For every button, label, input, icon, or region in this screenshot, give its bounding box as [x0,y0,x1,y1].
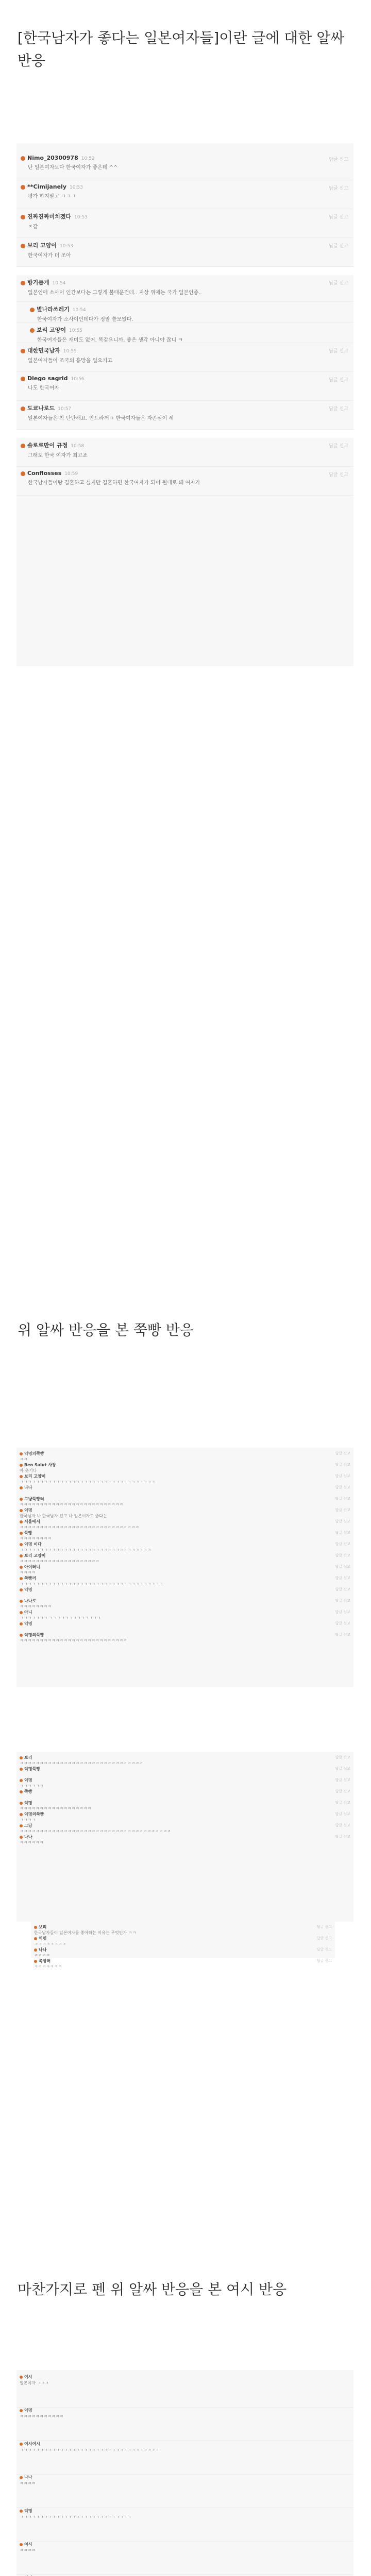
avatar-icon [20,2543,23,2546]
reaction-text: ㅋㅋㅋㅋㅋㅋㅋㅋㅋㅋㅋ [20,2414,64,2419]
comment-author[interactable]: 도쿄나로드 [27,405,55,412]
reaction-author[interactable]: 쭉빵러 [39,1959,51,1963]
reaction-text: ㅋㅋㅋㅋ [34,1953,50,1958]
reaction-head [20,1621,353,1626]
avatar-icon [20,1779,23,1782]
reaction-head [20,1777,353,1783]
avatar-icon [34,1937,37,1940]
reaction-text: ㅋㅋㅋㅋㅋㅋㅋㅋㅋㅋㅋㅋㅋㅋㅋㅋㅋㅋㅋㅋ [20,1559,99,1564]
avatar-icon [20,1588,23,1591]
comment-author[interactable]: 진짜진짜미치겠다 [27,213,72,220]
reaction-head [20,1811,353,1817]
reply-report-links[interactable]: 답글 신고 [335,1508,350,1512]
avatar-icon [20,1824,23,1827]
reaction-head [20,1496,353,1502]
comment-body: 한국남자들이랑 결혼하고 싶지만 결혼하면 한국여자가 되어 될대로 돼 여자가 [28,480,200,486]
screenshot-reactions-2a [16,1448,353,1687]
reaction-line [16,1553,353,1564]
comment-item [16,275,353,302]
reply-report-links[interactable]: 답글 신고 [335,1474,350,1478]
reaction-author[interactable]: 익명 [24,2509,32,2513]
reply-report-links[interactable]: 답글 신고 [329,281,348,286]
reaction-text: 한국남자들이 일본여자를 좋아하는 이유는 무엇인가 ㅋㅋ [34,1930,137,1935]
reply-report-links[interactable]: 답글 신고 [335,1755,350,1759]
reaction-author[interactable]: 나나 [24,2475,32,2480]
comment-item [16,209,353,238]
reply-report-links[interactable]: 답글 신고 [335,1451,350,1455]
avatar-icon [20,2510,23,2513]
reaction-text: ㅋㅋㅋㅋㅋㅋㅋㅋㅋㅋㅋㅋㅋㅋㅋㅋㅋㅋㅋㅋㅋㅋㅋㅋㅋㅋ [20,1502,123,1507]
comment-body: 일본인에 소사이 인간보다는 그렇게 불태운건데.. 지상 위에는 국가 일본인종.. [28,290,202,296]
reply-report-links[interactable]: 답글 신고 [329,406,348,412]
comment-author[interactable]: 보리 고양이 [37,327,66,333]
reply-report-links[interactable]: 답글 신고 [335,1599,350,1603]
comment-author[interactable]: Conflosses [27,470,62,477]
reaction-author[interactable]: 그냥 [24,1823,32,1828]
reaction-author[interactable]: 쭉빵 [24,1789,32,1794]
reaction-text: ㅋㅋㅋㅋㅋㅋ [20,1840,44,1845]
avatar-icon [20,2376,23,2379]
reaction-line [16,1541,353,1553]
avatar-icon [21,444,25,448]
reaction-text: ㅋㅋㅋㅋ [20,2548,36,2553]
reaction-author[interactable]: 그냥쭉빵러 [24,1497,44,1501]
reaction-line [16,2541,353,2575]
reaction-head [20,1530,353,1536]
avatar-icon [21,185,25,190]
reply-report-links[interactable]: 답글 신고 [316,1959,332,1963]
comment-time: 10:53 [70,185,83,190]
avatar-icon [21,471,25,476]
avatar-icon [20,1611,23,1614]
reply-report-links[interactable]: 답글 신고 [329,186,348,191]
reaction-line [31,1947,335,1958]
comment-author[interactable]: **Cimijanely [27,183,67,190]
reaction-author[interactable]: 쭉빵러 [24,1576,37,1581]
reply-report-links[interactable]: 답글 신고 [329,349,348,354]
reaction-line [16,1530,353,1541]
avatar-icon [30,308,35,312]
reply-report-links[interactable]: 답글 신고 [335,1485,350,1489]
reaction-head [20,1519,353,1524]
comment-author[interactable]: 별나라쓰레기 [37,306,70,313]
reaction-head [20,1462,353,1468]
reaction-line [31,1924,335,1936]
reaction-line [16,1789,353,1800]
reply-report-links[interactable]: 답글 신고 [335,1497,350,1501]
reaction-author[interactable]: 보리 고양이 [24,1474,46,1479]
reaction-text: ㅋㅋㅋㅋ [20,2481,36,2486]
reaction-author[interactable]: 익명의쭉빵 [24,1633,44,1637]
comment-body: 일본여자들이 조국의 흥망을 일으키고 [28,358,113,364]
reaction-text: ㅋㅋㅋㅋㅋㅋㅋㅋㅋㅋㅋㅋㅋㅋㅋㅋㅋㅋㅋㅋㅋㅋㅋㅋㅋㅋㅋㅋㅋㅋㅋ [20,1761,143,1766]
reaction-line [16,2408,353,2441]
reply-report-links[interactable]: 답글 신고 [335,1812,350,1816]
reaction-head [20,1564,353,1570]
reaction-text: ㅋㅋㅋㅋㅋㅋㅋㅋㅋㅋㅋㅋㅋㅋㅋㅋㅋㅋㅋㅋㅋㅋㅋㅋㅋㅋㅋㅋㅋㅋㅋㅋㅋㅋㅋㅋㅋㅋ [20,1829,171,1834]
reply-report-links[interactable]: 답글 신고 [335,1587,350,1591]
reaction-head [20,2541,353,2548]
reaction-line [16,1507,353,1519]
reply-report-links[interactable]: 답글 신고 [335,1835,350,1839]
comment-time: 10:54 [52,281,66,286]
reply-report-links[interactable]: 답글 신고 [335,1463,350,1467]
comment-item [16,238,353,267]
comment-item [16,302,353,323]
reaction-text: ㅋㅋㅋㅋㅋㅋㅋㅋ [20,1536,52,1541]
screenshot-comments-1 [16,143,353,666]
comment-list [16,143,353,496]
reaction-author[interactable]: 여시여시 [24,2442,40,2446]
reaction-list [16,1448,353,1643]
avatar-icon [20,1790,23,1793]
reaction-author[interactable]: 익명의쭉빵 [24,1451,44,1456]
reaction-head [20,1609,353,1615]
avatar-icon [20,2443,23,2446]
reaction-author[interactable]: 나나 [24,1485,32,1490]
avatar-icon [20,1498,23,1501]
comment-item [16,401,353,430]
reaction-line [16,1519,353,1530]
reaction-head [20,1766,353,1772]
reaction-author[interactable]: 익명 [24,1508,32,1513]
reaction-line [16,1834,353,1845]
reply-report-links[interactable]: 답글 신고 [335,1565,350,1569]
avatar-icon [20,1634,23,1637]
reply-report-links[interactable]: 답글 신고 [335,1576,350,1580]
reply-report-links[interactable]: 답글 신고 [335,1801,350,1805]
reaction-author[interactable]: 익명 이다 [24,1542,42,1547]
reaction-line [16,1564,353,1575]
reaction-author[interactable]: 익명 [24,1801,32,1805]
screenshot-reactions-3a [16,2370,353,2576]
comment-time: 10:53 [74,215,88,220]
reply-report-links[interactable]: 답글 신고 [316,1947,332,1952]
reaction-author[interactable]: 나나 [39,1947,47,1952]
reaction-author[interactable]: 익명 [24,1621,32,1626]
comment-time: 10:54 [72,308,86,313]
reaction-line [16,1496,353,1507]
reaction-text: ㅋㅋㅋㅋㅋㅋㅋㅋㅋㅋㅋㅋㅋㅋㅋㅋㅋㅋㅋㅋㅋㅋㅋㅋㅋㅋㅋ [20,1638,127,1643]
comment-body: 그래도 한국 여자가 최고죠 [28,453,88,459]
reaction-head [20,1823,353,1828]
reply-report-links[interactable]: 답글 신고 [335,1519,350,1523]
reply-report-links[interactable]: 답글 신고 [329,378,348,383]
reaction-text: ㅋㅋㅋㅋㅋㅋㅋㅋㅋㅋㅋㅋㅋㅋㅋㅋㅋㅋㅋㅋㅋㅋㅋㅋㅋㅋㅋㅋㅋㅋ [20,1525,139,1530]
reaction-text: ㅋㅋㅋㅋㅋㅋㅋㅋㅋㅋㅋㅋㅋㅋㅋㅋㅋㅋㅋㅋㅋㅋㅋㅋㅋㅋㅋㅋㅋㅋㅋㅋㅋ [20,1548,151,1552]
comment-item [16,467,353,496]
avatar-icon [21,215,25,219]
comment-body: 한국여자들은 재미도 없어. 똑같으니까, 좋은 생각 아니야 잖니 ㅋ [37,337,183,343]
avatar-icon [20,1836,23,1839]
avatar-icon [20,1509,23,1512]
reaction-author[interactable]: 보리 [39,1925,47,1929]
comment-author[interactable]: 대한민국남자 [27,347,60,354]
reply-report-links[interactable]: 답글 신고 [329,157,348,162]
spacer [16,267,353,275]
avatar-icon [20,1756,23,1759]
avatar-icon [21,156,25,161]
reaction-head [20,1507,353,1513]
comment-author[interactable]: Nimo_20300978 [27,155,78,161]
reaction-author[interactable]: 아니 [24,1610,32,1615]
reply-report-links[interactable]: 답글 신고 [329,215,348,220]
reaction-line [16,1575,353,1587]
comment-time: 10:53 [59,244,73,249]
avatar-icon [20,1486,23,1489]
reply-report-links[interactable]: 답글 신고 [335,1789,350,1793]
avatar-icon [20,1802,23,1805]
screenshot-reactions-2c [31,1922,335,1969]
avatar-icon [20,1543,23,1546]
reaction-author[interactable]: 익명 [24,2408,32,2413]
reaction-author[interactable]: 보리 [24,1755,32,1760]
reaction-text: ㅋㅋ [20,1457,28,1462]
reaction-head [20,1587,353,1592]
reaction-head [34,1924,335,1930]
reaction-head [34,1936,335,1941]
reaction-line [16,1777,353,1789]
comment-body: 한국여자가 더 조아 [28,253,71,259]
avatar-icon [20,1600,23,1603]
reaction-author[interactable]: 익명 [39,1936,47,1941]
reaction-head [20,2441,353,2447]
reaction-head [20,2408,353,2414]
comment-author[interactable]: 향기롭게 [27,279,49,286]
reaction-line [16,1811,353,1823]
reaction-text: ㅋㅋㅋㅋㅋㅋㅋㅋ [34,1942,66,1946]
comment-time: 10:58 [71,444,85,449]
reaction-author[interactable]: 나나로 [24,1599,37,1603]
avatar-icon [20,1813,23,1816]
avatar-icon [34,1926,37,1929]
screenshot-reactions-2b [16,1752,353,1922]
comment-time: 10:59 [64,471,78,477]
reaction-line [16,2475,353,2508]
avatar-icon [30,328,35,333]
reaction-line [16,2508,353,2541]
reaction-author[interactable]: 익명의쭉빵 [24,1812,44,1817]
comment-item [16,180,353,209]
reaction-text: ㅋㅋㅋㅋ [20,1570,36,1575]
comment-body: 한국여자가 소사이인데다가 정말 쓸모없다. [37,317,133,323]
reaction-line [16,1823,353,1834]
reply-report-links[interactable]: 답글 신고 [335,1621,350,1625]
comment-time: 10:55 [63,349,77,354]
reaction-head [20,1553,353,1558]
comment-author[interactable]: Diego sagrid [27,375,68,382]
avatar-icon [20,1622,23,1625]
reaction-author[interactable]: 아이러니 [24,1565,40,1569]
avatar-icon [20,1464,23,1467]
reaction-head [34,1947,335,1953]
reaction-head [20,2475,353,2481]
avatar-icon [21,281,25,285]
reaction-text: ㅋㅋㅋㅋㅋㅋㅋㅋㅋㅋㅋㅋㅋㅋㅋㅋㅋㅋㅋㅋㅋㅋㅋㅋㅋㅋㅋㅋㅋㅋㅋㅋㅋㅋㅋㅋ [20,1582,163,1586]
reaction-text: 일본여자 ㅋㅋㅋ [20,2381,49,2385]
avatar-icon [34,1960,37,1963]
reaction-author[interactable]: 익명쭉빵 [24,1767,40,1771]
avatar-icon [34,1948,37,1952]
reaction-head [20,1473,353,1479]
reaction-head [20,1632,353,1638]
avatar-icon [21,349,25,353]
reaction-author[interactable]: 여시 [24,2375,32,2379]
reaction-text: ㅋㅋㅋㅋㅋㅋㅋㅋㅋㅋㅋㅋㅋㅋㅋㅋㅋㅋㅋㅋㅋㅋㅋㅋㅋㅋㅋㅋㅋㅋㅋㅋㅋㅋㅋ [20,2448,159,2452]
comment-item [16,438,353,467]
reaction-head [34,1958,335,1964]
reaction-head [20,1598,353,1604]
reaction-line [16,1755,353,1766]
reaction-list [31,1922,335,1970]
comment-body: 난 일본여자보다 한국여자가 좋은데 ^^ [28,165,118,171]
reaction-line [16,1587,353,1598]
reply-report-links[interactable]: 답글 신고 [335,1542,350,1546]
reaction-line [16,2441,353,2475]
reaction-head [20,1789,353,1794]
reaction-head [20,1800,353,1806]
comment-item [16,323,353,343]
reaction-author[interactable]: 서울에서 [24,1519,40,1524]
reaction-text: ㅋㅋㅋㅋ [20,1818,36,1822]
reaction-head [20,1541,353,1547]
reply-report-links[interactable]: 답글 신고 [316,1925,332,1929]
reaction-head [20,1485,353,1490]
avatar-icon [20,1475,23,1478]
reaction-line [16,1609,353,1621]
avatar-icon [21,406,25,411]
reaction-line [16,1598,353,1609]
reply-report-links[interactable]: 답글 신고 [335,1553,350,1557]
reaction-text: 아 웃기다 [20,1468,37,1473]
reply-report-links[interactable]: 답글 신고 [335,1531,350,1535]
reaction-text: ㅋㅋㅋㅋㅋㅋㅋㅋㅋㅋㅋㅋㅋㅋㅋㅋㅋㅋㅋㅋㅋㅋㅋㅋㅋㅋㅋㅋ [20,2515,131,2519]
comment-author[interactable]: 보리 고양이 [27,242,57,249]
reaction-head [20,1834,353,1840]
reaction-author[interactable]: 보리 고양이 [24,1553,46,1558]
reaction-line [16,1766,353,1777]
avatar-icon [20,1577,23,1580]
reply-report-links[interactable]: 답글 신고 [329,444,348,449]
comment-time: 10:52 [81,156,95,161]
avatar-icon [20,2476,23,2479]
reaction-author[interactable]: Ben Salut 사장 [24,1463,56,1467]
reply-report-links[interactable]: 답글 신고 [329,472,348,478]
avatar-icon [20,1452,23,1455]
reaction-line [16,1473,353,1485]
reaction-text: ㅋㅋㅋㅋㅋㅋㅋㅋㅋㅋㅋㅋㅋㅋㅋㅋㅋㅋㅋㅋㅋㅋㅋㅋㅋㅋㅋㅋㅋㅋㅋㅋㅋㅋ [20,1480,155,1484]
reaction-text: ㅋㅋㅋㅋㅋㅋㅋㅋ [20,1604,52,1609]
reply-report-links[interactable]: 답글 신고 [335,1633,350,1637]
reaction-text: ㅋㅋㅋㅋㅋㅋㅋ [34,1964,62,1969]
reaction-author[interactable]: 쭉빵 [24,1531,32,1535]
reply-report-links[interactable]: 답글 신고 [316,1936,332,1940]
reply-report-links[interactable]: 답글 신고 [329,244,348,249]
comment-body: ㅈ같 [28,224,38,230]
avatar-icon [20,2409,23,2412]
section-title-1: [한국남자가 좋다는 일본여자들]이란 글에 대한 알싸 반응 [18,29,345,69]
comment-author[interactable]: 솔로로만이 규정 [27,442,68,449]
reaction-line [16,1485,353,1496]
reaction-text: ㅋㅋㅋㅋㅋㅋㅋ ㅋㅋㅋㅋㅋㅋㅋㅋㅋㅋㅋㅋㅋ [20,1616,101,1620]
reaction-line [31,1958,335,1970]
reaction-list [16,1752,353,1845]
avatar-icon [21,377,25,381]
reaction-author[interactable]: 나나 [24,1835,32,1839]
reaction-head [20,1575,353,1581]
reaction-head [20,2508,353,2514]
reply-report-links[interactable]: 답글 신고 [335,1610,350,1614]
reaction-text: ㅋㅋㅋㅋㅋㅋㅋㅋㅋㅋㅋㅋㅋㅋㅋㅋㅋㅋ [20,1806,92,1811]
comment-body: 일본여자들은 착 단단해요. 안드라꺼ㅋ 한국여자들은 자존심이 세 [28,416,174,421]
reaction-line [16,1621,353,1632]
avatar-icon [20,1520,23,1523]
avatar-icon [20,1768,23,1771]
avatar-icon [20,1554,23,1557]
comment-item [16,151,353,180]
reaction-text: ㅋㅋㅋㅋㅋㅋ [20,1784,44,1788]
avatar-icon [20,1566,23,1569]
reaction-line [16,1462,353,1473]
comment-time: 10:57 [58,406,72,412]
comment-item [16,343,353,372]
section-title-2: 위 알싸 반응을 본 쭉빵 반응 [18,1321,194,1338]
reaction-head [20,1755,353,1760]
reaction-head [20,1451,353,1456]
reaction-line [16,2374,353,2408]
reaction-head [20,2374,353,2380]
reply-report-links[interactable]: 답글 신고 [335,1823,350,1827]
reaction-list [16,2370,353,2576]
reaction-line [16,1632,353,1643]
avatar-icon [20,1532,23,1535]
section-title-3: 마찬가지로 펜 위 알싸 반응을 본 여시 반응 [18,2281,287,2298]
comment-body: 나도 한국여자 [28,385,60,391]
reaction-text: 한국남자 나 한국남자 있고 나 일본여자도 좋다는 [20,1514,107,1518]
reply-report-links[interactable]: 답글 신고 [335,1778,350,1782]
reaction-line [16,1800,353,1811]
reply-report-links[interactable]: 답글 신고 [335,1767,350,1771]
comment-item [16,372,353,401]
reaction-line [31,1936,335,1947]
avatar-icon [21,244,25,248]
comment-body: 평가 하지말고 ㅋㅋㅋ [28,194,76,199]
comment-time: 10:56 [71,377,85,382]
reaction-line [16,1451,353,1462]
reaction-author[interactable]: 여시 [24,2542,32,2547]
spacer [16,430,353,438]
reaction-author[interactable]: 익명 [24,1778,32,1783]
reaction-author[interactable]: 익명 [24,1587,32,1592]
comment-time: 10:55 [69,328,82,333]
